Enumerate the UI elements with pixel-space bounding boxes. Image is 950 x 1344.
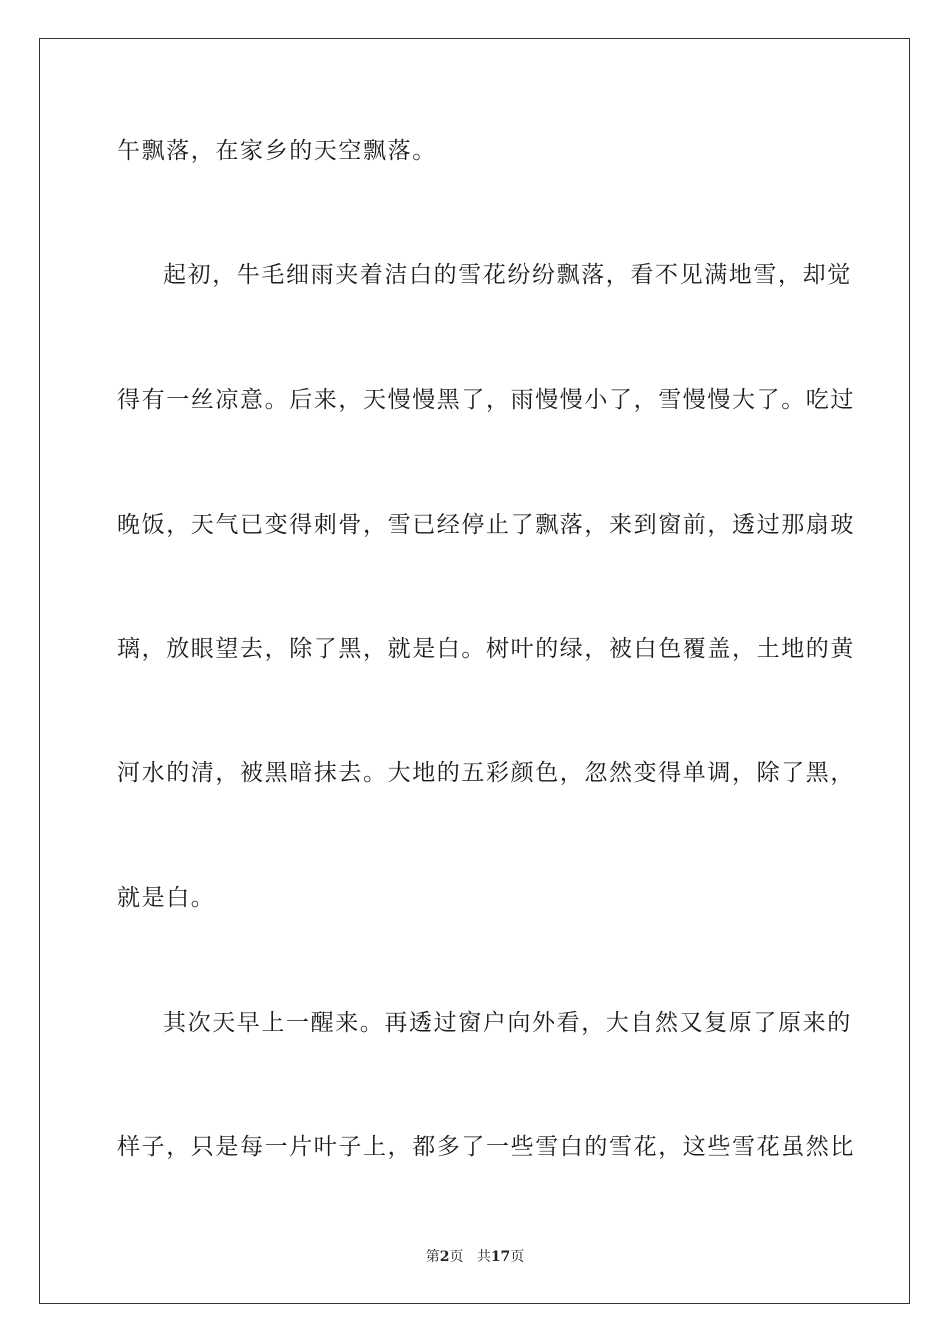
- total-suffix: 页: [510, 1249, 525, 1265]
- page-prefix: 第: [425, 1249, 440, 1265]
- page-border: [39, 38, 910, 1304]
- text-line-6: 河水的清，被黑暗抹去。大地的五彩颜色，忽然变得单调，除了黑，: [117, 760, 855, 786]
- total-prefix: 共: [476, 1249, 491, 1265]
- page-number: 2: [439, 1249, 450, 1265]
- page-suffix: 页: [449, 1249, 464, 1265]
- text-line-7: 就是白。: [117, 885, 216, 911]
- text-line-4: 晚饭，天气已变得刺骨，雪已经停止了飘落，来到窗前，透过那扇玻: [117, 512, 855, 538]
- text-line-3: 得有一丝凉意。后来，天慢慢黑了，雨慢慢小了，雪慢慢大了。吃过: [117, 387, 855, 413]
- text-line-8: 其次天早上一醒来。再透过窗户向外看，大自然又复原了原来的: [163, 1010, 852, 1036]
- page-footer: [0, 1247, 950, 1267]
- text-line-5: 璃，放眼望去，除了黑，就是白。树叶的绿，被白色覆盖，土地的黄: [117, 636, 855, 662]
- text-line-1: 午飘落，在家乡的天空飘落。: [117, 138, 437, 164]
- text-line-2: 起初，牛毛细雨夹着洁白的雪花纷纷飘落，看不见满地雪，却觉: [163, 262, 852, 288]
- text-line-9: 样子，只是每一片叶子上，都多了一些雪白的雪花，这些雪花虽然比: [117, 1134, 855, 1160]
- total-pages: 17: [490, 1249, 511, 1265]
